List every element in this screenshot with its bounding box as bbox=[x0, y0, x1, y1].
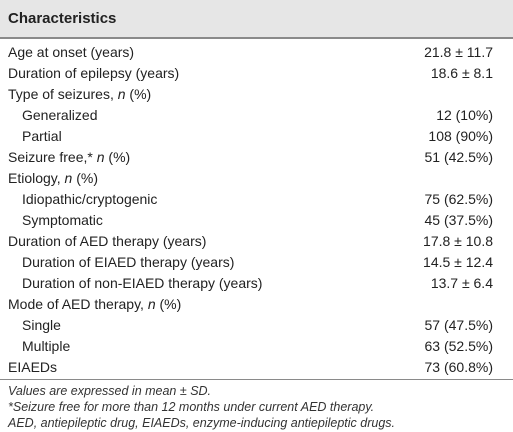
header-characteristics: Characteristics bbox=[8, 10, 117, 27]
table-row bbox=[0, 231, 513, 252]
footnote-abbreviations: AED, antiepileptic drug, EIAEDs, enzyme-inducing antiepileptic drugs. bbox=[8, 416, 396, 430]
table-row bbox=[0, 63, 513, 84]
table-row bbox=[0, 189, 513, 210]
row-label: Type of seizures, n (%) bbox=[8, 86, 152, 102]
table-row bbox=[0, 147, 513, 168]
table-row bbox=[0, 210, 513, 231]
header-rule bbox=[0, 37, 513, 39]
row-label: Multiple bbox=[22, 338, 71, 354]
table-row bbox=[0, 252, 513, 273]
footnote-seizure-free: *Seizure free for more than 12 months under current AED therapy. bbox=[8, 400, 375, 414]
row-label: EIAEDs bbox=[8, 359, 58, 375]
row-label: Seizure free,* n (%) bbox=[8, 149, 131, 165]
row-value: 57 (47.5%) bbox=[424, 317, 493, 333]
table-row bbox=[0, 84, 513, 105]
table-row bbox=[0, 42, 513, 63]
table-row bbox=[0, 294, 513, 315]
table-row bbox=[0, 315, 513, 336]
row-label: Mode of AED therapy, n (%) bbox=[8, 296, 182, 312]
row-value: 18.6 ± 8.1 bbox=[430, 65, 493, 81]
row-value: 21.8 ± 11.7 bbox=[424, 44, 493, 60]
row-value: 12 (10%) bbox=[436, 107, 493, 123]
row-value: 73 (60.8%) bbox=[424, 359, 493, 375]
row-value: 108 (90%) bbox=[428, 128, 493, 144]
row-label: Symptomatic bbox=[22, 212, 103, 228]
row-label: Single bbox=[22, 317, 61, 333]
table-header bbox=[0, 0, 513, 37]
footnote-values: Values are expressed in mean ± SD. bbox=[8, 384, 212, 398]
row-label: Partial bbox=[22, 128, 62, 144]
row-label: Etiology, n (%) bbox=[8, 170, 99, 186]
row-value: 51 (42.5%) bbox=[424, 149, 493, 165]
row-label: Duration of epilepsy (years) bbox=[8, 65, 180, 81]
row-value: 63 (52.5%) bbox=[424, 338, 493, 354]
table-bottom-rule bbox=[0, 379, 513, 380]
table-row bbox=[0, 273, 513, 294]
table-row bbox=[0, 168, 513, 189]
table-row bbox=[0, 357, 513, 378]
row-label: Idiopathic/cryptogenic bbox=[22, 191, 158, 207]
row-label: Age at onset (years) bbox=[8, 44, 135, 60]
row-value: 14.5 ± 12.4 bbox=[423, 254, 493, 270]
row-value: 13.7 ± 6.4 bbox=[430, 275, 493, 291]
table-row bbox=[0, 126, 513, 147]
row-label: Duration of EIAED therapy (years) bbox=[22, 254, 235, 270]
row-value: 17.8 ± 10.8 bbox=[423, 233, 493, 249]
row-value: 75 (62.5%) bbox=[424, 191, 493, 207]
row-label: Generalized bbox=[22, 107, 98, 123]
row-value: 45 (37.5%) bbox=[424, 212, 493, 228]
row-label: Duration of non-EIAED therapy (years) bbox=[22, 275, 263, 291]
table-row bbox=[0, 105, 513, 126]
row-label: Duration of AED therapy (years) bbox=[8, 233, 207, 249]
table-row bbox=[0, 336, 513, 357]
